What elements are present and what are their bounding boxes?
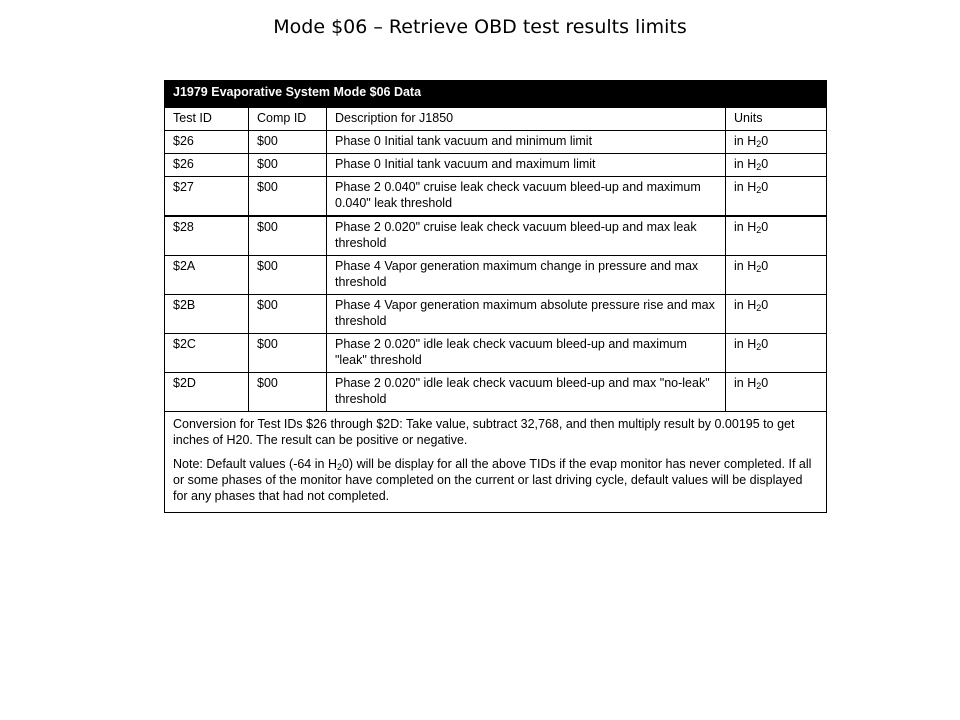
test-id-cell: $2B	[165, 295, 249, 334]
table-row	[165, 154, 827, 177]
test-id-cell: $2A	[165, 256, 249, 295]
column-header-description: Description for J1850	[327, 108, 726, 131]
table-header: J1979 Evaporative System Mode $06 Data	[165, 81, 827, 108]
table-row	[165, 334, 827, 373]
comp-id-cell: $00	[249, 334, 327, 373]
test-id-cell: $26	[165, 154, 249, 177]
test-id-cell: $27	[165, 177, 249, 217]
notes-cell	[165, 412, 827, 513]
comp-id-cell: $00	[249, 154, 327, 177]
units-cell: in $H_20$	[726, 154, 827, 177]
units-cell: in $H_20$	[726, 216, 827, 256]
test-id-cell: $26	[165, 131, 249, 154]
comp-id-cell: $00	[249, 256, 327, 295]
description-cell: Phase 0 Initial tank vacuum and maximum limit	[327, 154, 726, 177]
comp-id-cell: $00	[249, 131, 327, 154]
slide-title: Mode $06 – Retrieve OBD test results limits	[273, 16, 687, 38]
conversion-note: Conversion for Test IDs $26 through $2D: Take value, subtract 32,768, and then multiply result by 0.00195 to get inches of H20. The result can be positive or negative.	[173, 417, 795, 447]
description-cell: Phase 2 0.040" cruise leak check vacuum bleed-up and maximum 0.040" leak threshold	[327, 177, 726, 217]
description-cell: Phase 2 0.020" idle leak check vacuum bleed-up and maximum "leak" threshold	[327, 334, 726, 373]
table-row	[165, 177, 827, 217]
description-cell: Phase 4 Vapor generation maximum change in pressure and max threshold	[327, 256, 726, 295]
units-cell: in $H_20$	[726, 295, 827, 334]
table-row	[165, 295, 827, 334]
units-cell: in $H_20$	[726, 256, 827, 295]
description-cell: Phase 0 Initial tank vacuum and minimum limit	[327, 131, 726, 154]
units-cell: in $H_20$	[726, 177, 827, 217]
default-values-note: Note: Default values (-64 in $H_20$) will be display for all the above TIDs if the evap monitor has never completed. If all or some phases of the monitor have completed on the current or last driving cycle, default values will be displayed for any phases that had not completed.	[173, 457, 812, 503]
column-header-units: Units	[726, 108, 827, 131]
description-cell: Phase 2 0.020" idle leak check vacuum bleed-up and max "no-leak" threshold	[327, 373, 726, 412]
comp-id-cell: $00	[249, 216, 327, 256]
column-header-row	[165, 108, 827, 131]
table-row	[165, 256, 827, 295]
units-cell: in $H_20$	[726, 131, 827, 154]
column-header-test-id: Test ID	[165, 108, 249, 131]
table-row	[165, 131, 827, 154]
test-id-cell: $2C	[165, 334, 249, 373]
table-row	[165, 373, 827, 412]
mode06-data-table	[164, 80, 827, 513]
comp-id-cell: $00	[249, 373, 327, 412]
units-cell: in $H_20$	[726, 334, 827, 373]
notes-row	[165, 412, 827, 513]
comp-id-cell: $00	[249, 177, 327, 217]
table-row	[165, 216, 827, 256]
description-cell: Phase 2 0.020" cruise leak check vacuum bleed-up and max leak threshold	[327, 216, 726, 256]
test-id-cell: $28	[165, 216, 249, 256]
description-cell: Phase 4 Vapor generation maximum absolute pressure rise and max threshold	[327, 295, 726, 334]
units-cell: in $H_20$	[726, 373, 827, 412]
column-header-comp-id: Comp ID	[249, 108, 327, 131]
test-id-cell: $2D	[165, 373, 249, 412]
comp-id-cell: $00	[249, 295, 327, 334]
